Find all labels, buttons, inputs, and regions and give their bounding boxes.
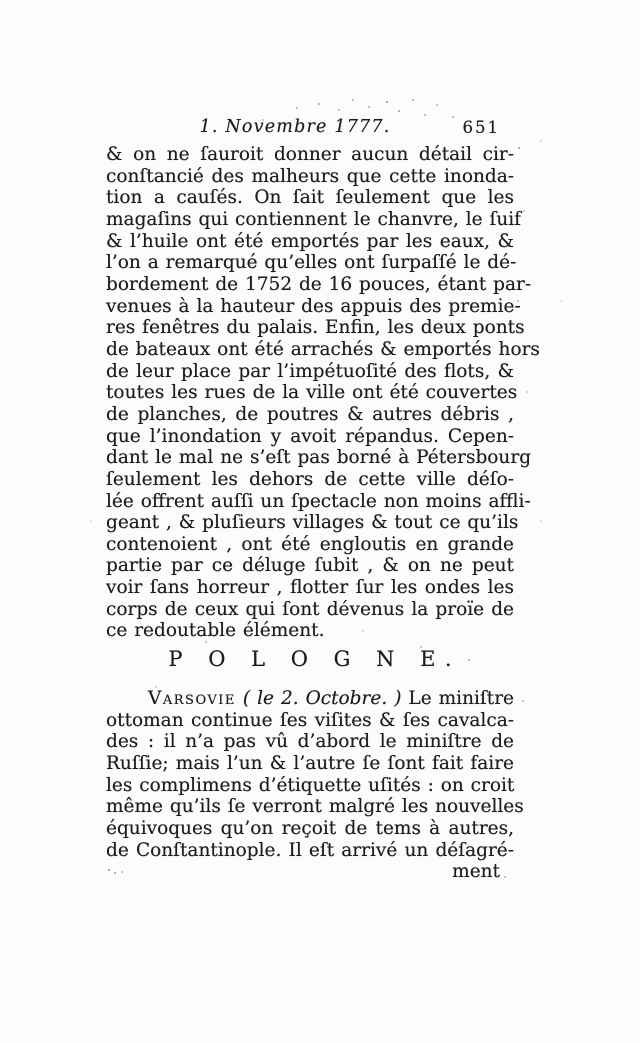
text-line: ottoman continue ſes viſites & ſes cavalca- — [106, 709, 514, 731]
text-line: même qu’ils ſe verront malgré les nouvelles — [106, 796, 524, 818]
text-line: conſtancié des malheurs que cette inonda- — [106, 165, 514, 187]
text-line: des : il n’a pas vû d’abord le miniſtre de — [106, 731, 514, 753]
text-line: les complimens d’étiquette uſités : on croit — [106, 774, 515, 796]
text-line: lée offrent auſſi un ſpectacle non moins affli- — [106, 490, 531, 512]
paragraph-flood-report — [106, 144, 540, 642]
dateline-place: Varsovie — [148, 688, 236, 710]
text-line: geant , & pluſieurs villages & tout ce qu’ils — [106, 512, 519, 534]
text-line: de bateaux ont été arrachés & emportés hors — [106, 338, 540, 360]
text-line: corps de ceux qui ſont dévenus la proïe de — [106, 598, 514, 620]
paragraph-lines — [106, 709, 524, 862]
running-header — [106, 117, 514, 143]
text-line: ce redoutable élément. — [106, 620, 325, 642]
text-line: tion a cauſés. On ſait ſeulement que les — [106, 187, 514, 209]
text-line: res fenêtres du palais. Enfin, les deux ponts — [106, 317, 525, 339]
text-line: voir ſans horreur , flotter ſur les ondes les — [106, 577, 514, 599]
dateline-line — [106, 688, 514, 710]
dateline-rest: Le miniſtre — [408, 688, 515, 710]
text-column — [106, 144, 540, 883]
header-date: 1. Novembre 1777. — [199, 117, 391, 137]
text-line: de Conſtantinople. Il eſt arrivé un déſagré- — [106, 839, 514, 861]
text-line: contenoient , ont été engloutis en grande — [106, 533, 514, 555]
paragraph-warsaw-report — [106, 688, 524, 861]
dateline-date: ( le 2. Octobre. ) — [242, 688, 402, 710]
text-line: dant le mal ne s’eſt pas borné à Pétersbourg — [106, 447, 532, 469]
text-line: bordement de 1752 de 16 pouces, étant par- — [106, 273, 532, 295]
scan-noise-speckles — [0, 0, 2, 2]
text-line: venues à la hauteur des appuis des premie- — [106, 295, 521, 317]
text-line: ſeulement les dehors de cette ville déſo- — [106, 468, 514, 490]
text-line: Ruſſie; mais l’un & l’autre ſe ſont fait faire — [106, 753, 514, 775]
text-line: équivoques qu’on reçoit de tems à autres, — [106, 818, 514, 840]
text-line: magaſins qui contiennent le chanvre, le ſuif — [106, 208, 522, 230]
text-line: toutes les rues de la ville ont été couvertes — [106, 382, 518, 404]
text-line: & on ne ſauroit donner aucun détail cir- — [106, 144, 514, 165]
catchword: ment — [452, 861, 500, 883]
text-line: de planches, de poutres & autres débris , — [106, 403, 514, 425]
text-line: l’on a remarqué qu’elles ont ſurpaſſé le dé- — [106, 252, 517, 274]
section-heading-pologne: P O L O G N E. — [168, 647, 462, 672]
text-line: & l’huile ont été emportés par les eaux, & — [106, 230, 514, 252]
text-line: de leur place par l’impétuoſité des flots, & — [106, 360, 514, 382]
text-line: partie par ce déluge ſubit , & on ne peut — [106, 555, 514, 577]
text-line: que l’inondation y avoit répandus. Cepen- — [106, 425, 514, 447]
page-number: 651 — [462, 118, 500, 137]
